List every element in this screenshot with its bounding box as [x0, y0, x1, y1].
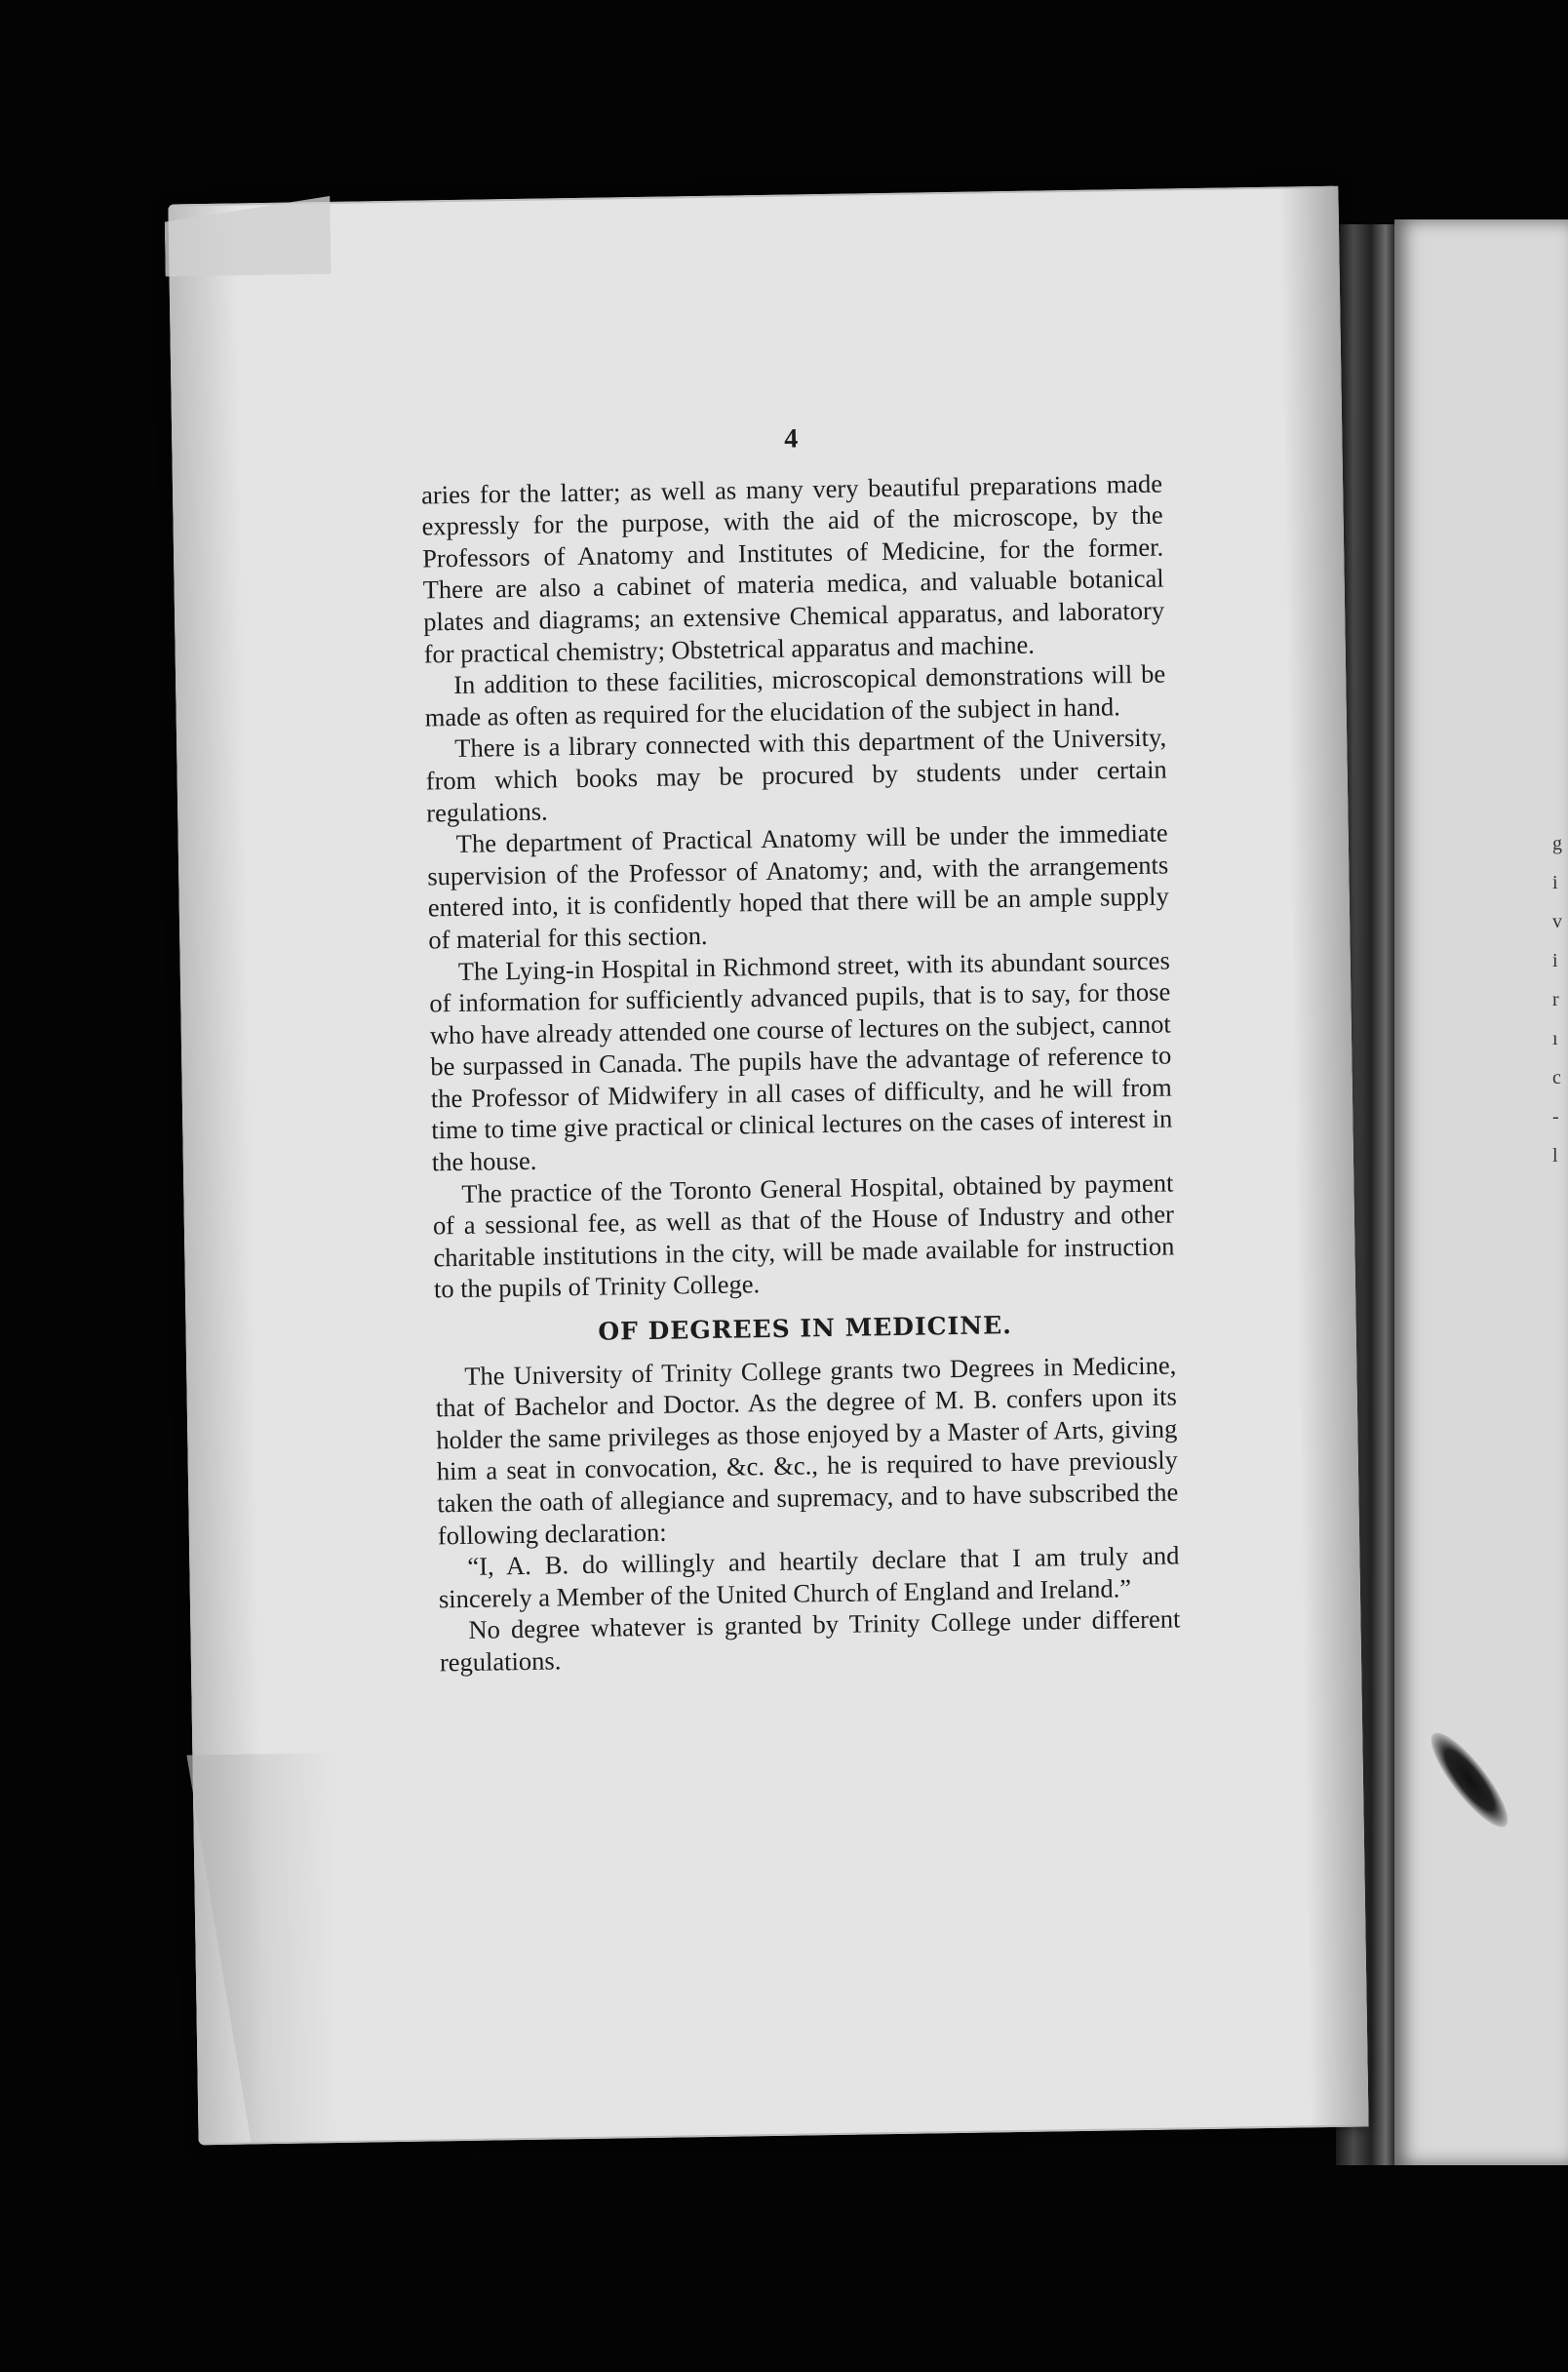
edge-letter: v: [1552, 911, 1562, 932]
edge-letter: g: [1552, 833, 1562, 854]
body-paragraph: There is a library connected with this department of the University, from which books may be procured by students under certain regulations.: [425, 722, 1167, 827]
body-paragraph: The University of Trinity College grants two Degrees in Medicine, that of Bachelor and Doctor. As the degree of M. B. confers upon its holder the same privileges as those enjoyed by a Master of Arts, giving him a seat in convocation, &c. &c., he is required to have previously taken the oath of allegiance and supremacy, and to have subscribed the following declaration:: [435, 1350, 1179, 1550]
edge-letter: ı: [1552, 1028, 1558, 1049]
facing-page-edge-text: [1552, 824, 1566, 1175]
facing-page-fragment: [1394, 219, 1568, 2165]
edge-letter: i: [1552, 872, 1558, 893]
body-paragraph: The practice of the Toronto General Hospital, obtained by payment of a sessional fee, as well as that of the House of Industry and other charitable institutions in the city, will be made available for instruction to the pupils of Trinity College.: [432, 1167, 1175, 1304]
page-text-block: [420, 418, 1181, 1679]
document-page: [168, 186, 1368, 2146]
edge-letter: i: [1552, 950, 1558, 971]
edge-letter: l: [1552, 1145, 1558, 1166]
edge-letter: c: [1552, 1067, 1561, 1088]
body-paragraph: The Lying-in Hospital in Richmond street, with its abundant sources of information for sufficiently advanced pupils, that is to say, for those who have already attended one course of lectures on the subject, cannot be surpassed in Canada. The pupils have the advantage of reference to the Professor of Midwifery in all cases of difficulty, and he will from time to time give practical or clinical lectures on the cases of interest in the house.: [429, 945, 1173, 1177]
declaration-quote: “I, A. B. do willingly and heartily declare that I am truly and sincerely a Member of the United Church of England and Ireland.”: [438, 1540, 1180, 1614]
body-paragraph: No degree whatever is granted by Trinity College under different regulations.: [439, 1603, 1181, 1678]
edge-letter: -: [1552, 1106, 1559, 1127]
body-paragraph: The department of Practical Anatomy will be under the immediate supervision of the Professor of Anatomy; and, with the arrangements entered into, it is confidently hoped that there will be an ample supply of material for this section.: [427, 817, 1169, 955]
body-paragraph: In addition to these facilities, microscopical demonstrations will be made as often as required for the elucidation of the subject in hand.: [424, 658, 1166, 732]
body-paragraph: aries for the latter; as well as many very beautiful preparations made expressly for the purpose, with the aid of the microscope, by the Professors of Anatomy and Institutes of Medicine, for the former. There are also a cabinet of materia medica, and valuable botanical plates and diagrams; an extensive Chemical apparatus, and laboratory for practical chemistry; Obstetrical apparatus and machine.: [420, 468, 1165, 669]
section-heading: OF DEGREES IN MEDICINE.: [598, 1311, 1013, 1346]
edge-letter: r: [1552, 989, 1559, 1010]
page-number: 4: [784, 423, 799, 455]
